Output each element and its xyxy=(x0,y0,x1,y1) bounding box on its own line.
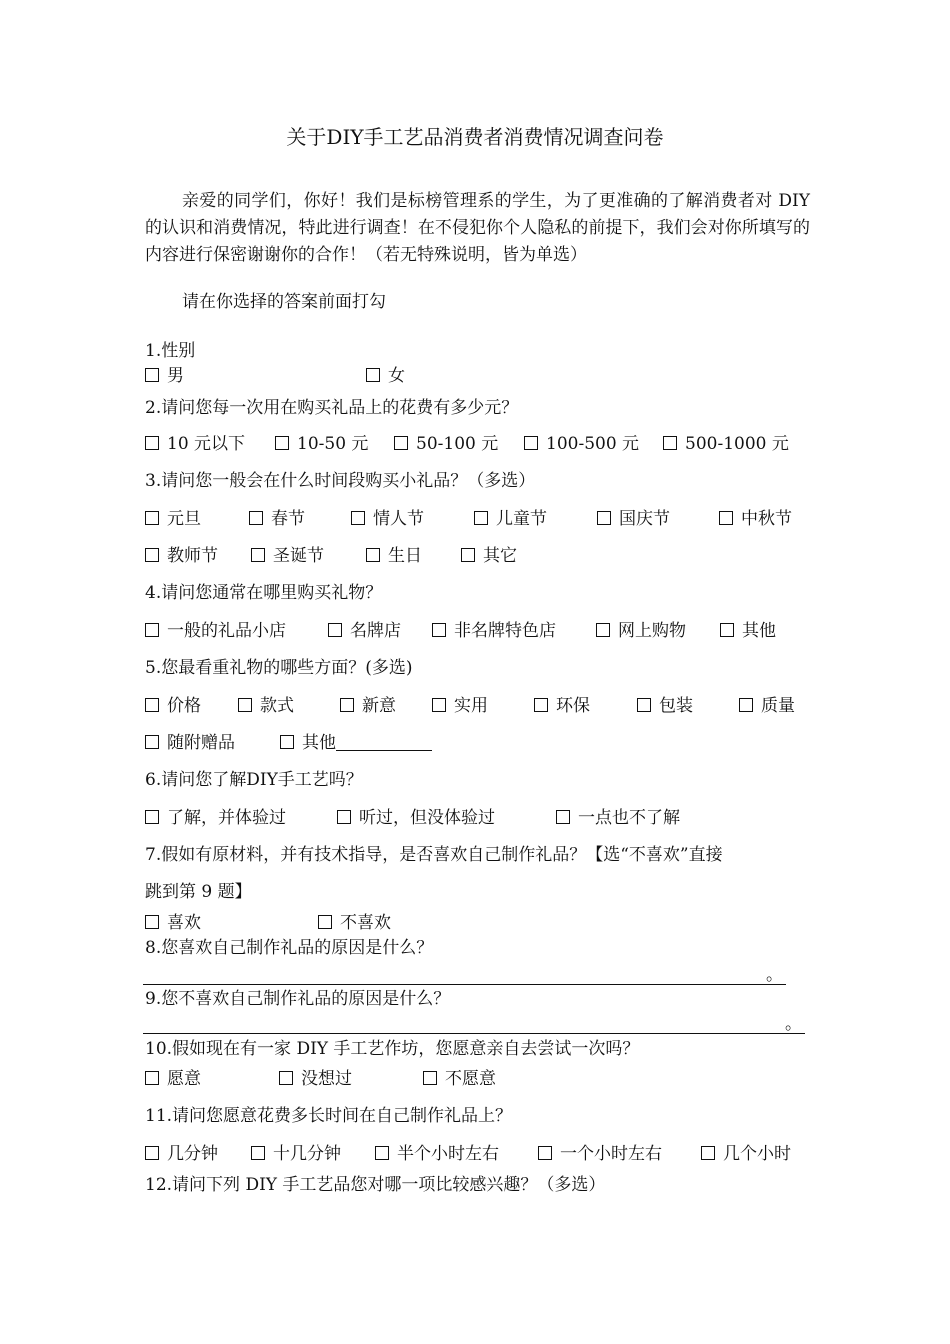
question-11: 11.请问您愿意花费多长时间在自己制作礼品上？ xyxy=(145,1106,513,1126)
checkbox-icon[interactable] xyxy=(251,548,265,562)
q3-option-8[interactable] xyxy=(251,544,324,568)
q5-option-1[interactable] xyxy=(145,694,201,718)
checkbox-icon[interactable] xyxy=(340,698,354,712)
checkbox-icon[interactable] xyxy=(145,698,159,712)
q4-option-2[interactable] xyxy=(328,619,401,643)
checkbox-icon[interactable] xyxy=(145,810,159,824)
q2-option-5[interactable] xyxy=(663,432,789,456)
other-blank-field[interactable] xyxy=(336,732,432,751)
q3-option-1[interactable] xyxy=(145,507,201,531)
option-label: 50-100 元 xyxy=(416,434,499,454)
q5-option-2[interactable] xyxy=(238,694,294,718)
option-label: 喜欢 xyxy=(167,913,201,933)
q3-option-6[interactable] xyxy=(719,507,792,531)
q2-option-1[interactable] xyxy=(145,432,245,456)
checkbox-icon[interactable] xyxy=(145,1071,159,1085)
q3-option-5[interactable] xyxy=(597,507,670,531)
option-label: 其他 xyxy=(742,621,776,641)
checkbox-icon[interactable] xyxy=(145,1146,159,1160)
checkbox-icon[interactable] xyxy=(423,1071,437,1085)
checkbox-icon[interactable] xyxy=(375,1146,389,1160)
checkbox-icon[interactable] xyxy=(145,511,159,525)
q5-option-7[interactable] xyxy=(739,694,795,718)
option-label: 一点也不了解 xyxy=(578,808,680,828)
checkbox-icon[interactable] xyxy=(279,1071,293,1085)
option-label: 实用 xyxy=(454,696,488,716)
option-male[interactable] xyxy=(145,364,184,388)
checkbox-icon[interactable] xyxy=(719,511,733,525)
question-8: 8.您喜欢自己制作礼品的原因是什么？ xyxy=(145,938,434,958)
q3-option-3[interactable] xyxy=(351,507,424,531)
option-label: 不喜欢 xyxy=(340,913,391,933)
checkbox-icon[interactable] xyxy=(538,1146,552,1160)
option-label: 10 元以下 xyxy=(167,434,246,454)
checkbox-icon[interactable] xyxy=(663,436,677,450)
q5-option-3[interactable] xyxy=(340,694,396,718)
checkbox-icon[interactable] xyxy=(394,436,408,450)
q2-option-3[interactable] xyxy=(394,432,498,456)
checkbox-icon[interactable] xyxy=(145,735,159,749)
option-label: 名牌店 xyxy=(350,621,401,641)
option-label: 中秋节 xyxy=(741,509,792,529)
option-female[interactable] xyxy=(366,364,405,388)
option-label: 了解，并体验过 xyxy=(167,808,286,828)
q11-option-4[interactable] xyxy=(538,1142,662,1166)
option-label: 几个小时 xyxy=(723,1144,791,1164)
option-label: 环保 xyxy=(556,696,590,716)
q3-option-10[interactable] xyxy=(461,544,517,568)
q10-option-1[interactable] xyxy=(145,1067,201,1091)
question-3: 3.请问您一般会在什么时间段购买小礼品？（多选） xyxy=(145,471,536,491)
question-5: 5.您最看重礼物的哪些方面？(多选) xyxy=(145,658,413,678)
checkbox-icon[interactable] xyxy=(739,698,753,712)
option-label: 愿意 xyxy=(167,1069,201,1089)
answer-line[interactable] xyxy=(143,984,786,985)
checkbox-icon[interactable] xyxy=(249,511,263,525)
option-label: 10-50 元 xyxy=(297,434,369,454)
option-label: 元旦 xyxy=(167,509,201,529)
q11-option-2[interactable] xyxy=(251,1142,341,1166)
answer-line[interactable] xyxy=(143,1033,805,1034)
checkbox-icon[interactable] xyxy=(337,810,351,824)
question-6: 6.请问您了解DIY手工艺吗？ xyxy=(145,770,363,790)
option-label: 儿童节 xyxy=(496,509,547,529)
q4-option-1[interactable] xyxy=(145,619,286,643)
q4-option-4[interactable] xyxy=(596,619,686,643)
q5-option-6[interactable] xyxy=(637,694,693,718)
question-2: 2.请问您每一次用在购买礼品上的花费有多少元？ xyxy=(145,398,519,418)
q2-option-4[interactable] xyxy=(524,432,639,456)
option-label: 生日 xyxy=(388,546,422,566)
option-label: 国庆节 xyxy=(619,509,670,529)
option-label: 网上购物 xyxy=(618,621,686,641)
option-label: 其它 xyxy=(483,546,517,566)
option-label: 女 xyxy=(388,366,405,386)
question-1: 1.性别 xyxy=(145,341,196,361)
option-label: 春节 xyxy=(271,509,305,529)
option-label: 随附赠品 xyxy=(167,733,235,753)
checkbox-icon[interactable] xyxy=(432,698,446,712)
q6-option-2[interactable] xyxy=(337,806,495,830)
checkbox-icon[interactable] xyxy=(351,511,365,525)
option-label: 质量 xyxy=(761,696,795,716)
checkbox-icon[interactable] xyxy=(701,1146,715,1160)
option-label: 十几分钟 xyxy=(273,1144,341,1164)
checkbox-icon[interactable] xyxy=(524,436,538,450)
q11-option-3[interactable] xyxy=(375,1142,499,1166)
checkbox-icon[interactable] xyxy=(556,810,570,824)
checkbox-icon[interactable] xyxy=(637,698,651,712)
checkbox-icon[interactable] xyxy=(280,735,294,749)
option-label: 一个小时左右 xyxy=(560,1144,662,1164)
option-label: 包装 xyxy=(659,696,693,716)
q4-option-3[interactable] xyxy=(432,619,556,643)
q6-option-3[interactable] xyxy=(556,806,680,830)
option-label: 一般的礼品小店 xyxy=(167,621,286,641)
option-label: 不愿意 xyxy=(445,1069,496,1089)
intro-paragraph: 亲爱的同学们，你好！我们是标榜管理系的学生，为了更准确的了解消费者对 DIY 的认识和消费情况，特此进行调查！在不侵犯你个人隐私的前提下，我们会对你所填写的内容进行保密谢谢你的合作！（若无特殊说明，皆为单选） xyxy=(145,191,810,265)
checkbox-icon[interactable] xyxy=(318,915,332,929)
option-label: 100-500 元 xyxy=(546,434,640,454)
q5-option-8[interactable] xyxy=(145,731,235,755)
question-7-continued: 跳到第 9 题】 xyxy=(145,882,252,902)
checkbox-icon[interactable] xyxy=(275,436,289,450)
option-label: 款式 xyxy=(260,696,294,716)
option-label: 非名牌特色店 xyxy=(454,621,556,641)
q10-option-3[interactable] xyxy=(423,1067,496,1091)
option-label: 新意 xyxy=(362,696,396,716)
period-mark: 。 xyxy=(766,965,783,985)
checkbox-icon[interactable] xyxy=(366,548,380,562)
q3-option-7[interactable] xyxy=(145,544,218,568)
q10-option-2[interactable] xyxy=(279,1067,352,1091)
question-4: 4.请问您通常在哪里购买礼物？ xyxy=(145,583,383,603)
q6-option-1[interactable] xyxy=(145,806,286,830)
checkbox-icon[interactable] xyxy=(720,623,734,637)
q3-option-2[interactable] xyxy=(249,507,305,531)
option-label: 半个小时左右 xyxy=(397,1144,499,1164)
question-7: 7.假如有原材料，并有技术指导，是否喜欢自己制作礼品？【选“不喜欢”直接 xyxy=(145,845,723,865)
q11-option-5[interactable] xyxy=(701,1142,791,1166)
checkbox-icon[interactable] xyxy=(597,511,611,525)
checkbox-icon[interactable] xyxy=(145,548,159,562)
option-label: 其他 xyxy=(302,733,336,753)
question-12: 12.请问下列 DIY 手工艺品您对哪一项比较感兴趣？（多选） xyxy=(145,1175,606,1195)
q3-option-9[interactable] xyxy=(366,544,422,568)
q7-option-1[interactable] xyxy=(145,911,201,935)
q5-option-5[interactable] xyxy=(534,694,590,718)
option-label: 男 xyxy=(167,366,184,386)
option-label: 情人节 xyxy=(373,509,424,529)
checkbox-icon[interactable] xyxy=(432,623,446,637)
q7-option-2[interactable] xyxy=(318,911,391,935)
option-label: 教师节 xyxy=(167,546,218,566)
checkbox-icon[interactable] xyxy=(461,548,475,562)
option-label: 500-1000 元 xyxy=(685,434,789,454)
option-label: 几分钟 xyxy=(167,1144,218,1164)
checkbox-icon[interactable] xyxy=(366,368,380,382)
checkbox-icon[interactable] xyxy=(328,623,342,637)
q2-option-2[interactable] xyxy=(275,432,368,456)
option-label: 价格 xyxy=(167,696,201,716)
checkbox-icon[interactable] xyxy=(534,698,548,712)
checkbox-icon[interactable] xyxy=(474,511,488,525)
option-label: 没想过 xyxy=(301,1069,352,1089)
option-label: 听过，但没体验过 xyxy=(359,808,495,828)
page-title: 关于DIY手工艺品消费者消费情况调查问卷 xyxy=(286,125,664,149)
q11-option-1[interactable] xyxy=(145,1142,218,1166)
option-label: 圣诞节 xyxy=(273,546,324,566)
checkbox-icon[interactable] xyxy=(145,915,159,929)
question-9: 9.您不喜欢自己制作礼品的原因是什么？ xyxy=(145,989,451,1009)
q5-option-4[interactable] xyxy=(432,694,488,718)
q4-option-5[interactable] xyxy=(720,619,776,643)
instruction-text: 请在你选择的答案前面打勾 xyxy=(182,292,386,312)
q5-option-9[interactable] xyxy=(280,731,432,755)
checkbox-icon[interactable] xyxy=(251,1146,265,1160)
checkbox-icon[interactable] xyxy=(596,623,610,637)
checkbox-icon[interactable] xyxy=(238,698,252,712)
q3-option-4[interactable] xyxy=(474,507,547,531)
checkbox-icon[interactable] xyxy=(145,623,159,637)
checkbox-icon[interactable] xyxy=(145,368,159,382)
checkbox-icon[interactable] xyxy=(145,436,159,450)
question-10: 10.假如现在有一家 DIY 手工艺作坊，您愿意亲自去尝试一次吗？ xyxy=(145,1039,640,1059)
period-mark: 。 xyxy=(785,1014,802,1034)
